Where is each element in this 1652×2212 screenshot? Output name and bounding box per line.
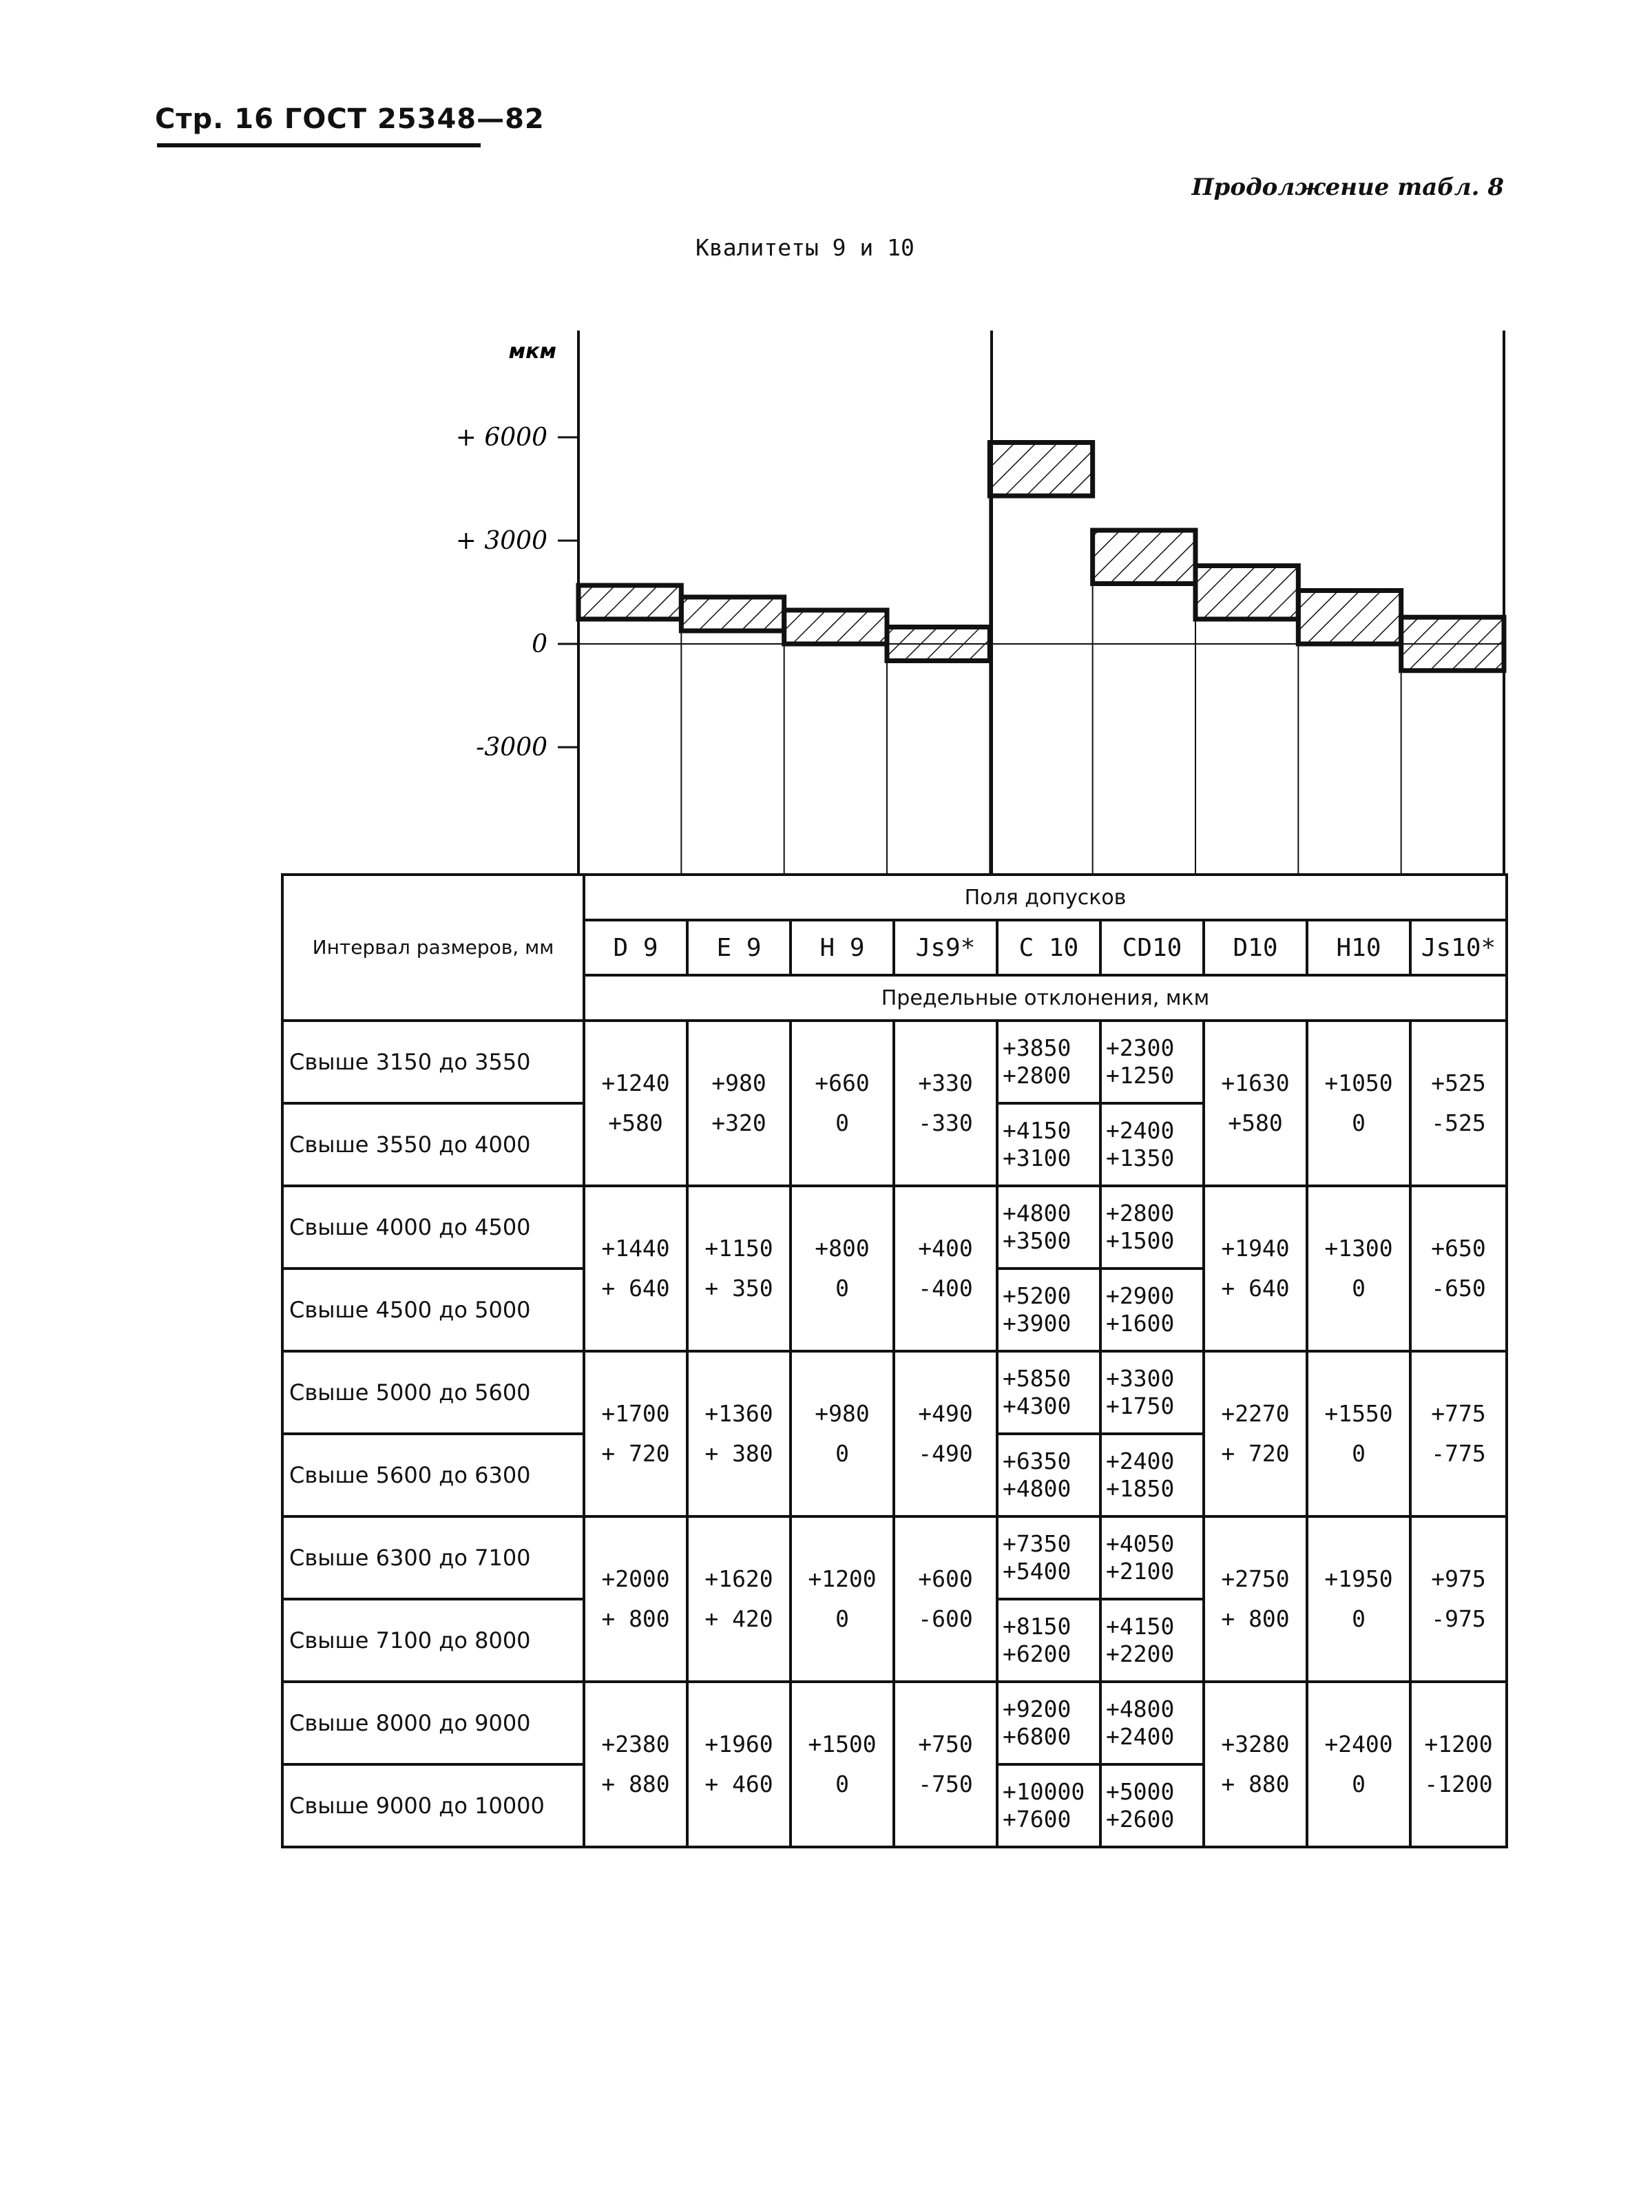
lower-deviation: + 880 bbox=[1221, 1771, 1290, 1797]
deviation-cell bbox=[894, 1186, 997, 1351]
upper-deviation: +3280 bbox=[1221, 1731, 1290, 1757]
tolerance-chart bbox=[0, 0, 1652, 881]
field-code: CD10 bbox=[1100, 920, 1204, 975]
deviation-cell bbox=[1204, 1351, 1307, 1516]
lower-deviation: + 800 bbox=[601, 1605, 670, 1632]
table-row bbox=[282, 1186, 1507, 1269]
size-interval: Свыше 6300 до 7100 bbox=[282, 1516, 584, 1599]
lower-deviation: 0 bbox=[1352, 1275, 1366, 1302]
tolerance-bar-h9 bbox=[784, 610, 887, 644]
deviation-cell bbox=[1307, 1516, 1410, 1682]
lower-deviation: + 800 bbox=[1221, 1605, 1290, 1632]
upper-deviation: +1950 bbox=[1324, 1565, 1393, 1592]
sub-range-deviation bbox=[1102, 1598, 1202, 1680]
chart-subtitle: Квалитеты 9 и 10 bbox=[696, 234, 914, 261]
sub-range-deviation bbox=[1102, 1022, 1202, 1102]
table-row bbox=[282, 1682, 1507, 1764]
deviation-cell bbox=[1307, 1682, 1410, 1847]
deviation-value: +8150 bbox=[1003, 1613, 1071, 1640]
deviation-cell bbox=[894, 1682, 997, 1847]
sub-range-deviation bbox=[1102, 1267, 1202, 1350]
upper-deviation: +2000 bbox=[601, 1565, 670, 1592]
deviation-cell bbox=[687, 1516, 791, 1682]
lower-deviation: 0 bbox=[835, 1275, 849, 1302]
lower-deviation: -975 bbox=[1431, 1605, 1486, 1632]
deviation-value: +2100 bbox=[1106, 1558, 1175, 1585]
lower-deviation: 0 bbox=[1352, 1605, 1366, 1632]
deviation-cell bbox=[584, 1186, 687, 1351]
deviation-value: +4300 bbox=[1003, 1392, 1071, 1419]
field-code: D 9 bbox=[584, 920, 687, 975]
deviation-value: +4800 bbox=[1106, 1695, 1175, 1722]
deviation-value: +2800 bbox=[1106, 1200, 1175, 1227]
deviation-value: +3850 bbox=[1003, 1034, 1071, 1061]
upper-deviation: +1440 bbox=[601, 1235, 670, 1262]
sub-range-deviation bbox=[998, 1763, 1099, 1846]
deviation-value: +5850 bbox=[1003, 1365, 1071, 1392]
deviation-value: +9200 bbox=[1003, 1695, 1071, 1722]
deviation-value: +1250 bbox=[1106, 1062, 1175, 1089]
lower-deviation: -775 bbox=[1431, 1440, 1486, 1467]
lower-deviation: + 640 bbox=[601, 1275, 670, 1302]
sub-range-deviation bbox=[998, 1518, 1099, 1598]
cd10-cell bbox=[1100, 1516, 1204, 1682]
lower-deviation: 0 bbox=[1352, 1771, 1366, 1797]
sub-range-deviation bbox=[1102, 1187, 1202, 1267]
deviation-value: +7350 bbox=[1003, 1530, 1071, 1557]
deviation-cell bbox=[584, 1682, 687, 1847]
tolerance-bar-c10 bbox=[990, 443, 1092, 497]
lower-deviation: +580 bbox=[608, 1109, 663, 1136]
lower-deviation: -490 bbox=[918, 1440, 973, 1467]
cd10-cell bbox=[1100, 1682, 1204, 1847]
lower-deviation: 0 bbox=[835, 1109, 849, 1136]
y-tick-label: + 6000 bbox=[455, 424, 547, 452]
upper-deviation: +1360 bbox=[704, 1400, 773, 1427]
size-interval: Свыше 5000 до 5600 bbox=[282, 1351, 584, 1434]
deviation-cell bbox=[791, 1516, 894, 1682]
lower-deviation: 0 bbox=[835, 1440, 849, 1467]
sub-range-deviation bbox=[998, 1022, 1099, 1102]
deviation-cell bbox=[791, 1021, 894, 1186]
cd10-cell bbox=[1100, 1351, 1204, 1516]
deviation-cell bbox=[687, 1351, 791, 1516]
upper-deviation: +975 bbox=[1431, 1565, 1486, 1592]
lower-deviation: + 640 bbox=[1221, 1275, 1290, 1302]
upper-deviation: +750 bbox=[918, 1731, 973, 1757]
sub-range-deviation bbox=[998, 1267, 1099, 1350]
deviation-cell bbox=[584, 1021, 687, 1186]
upper-deviation: +2270 bbox=[1221, 1400, 1290, 1427]
upper-deviation: +1300 bbox=[1324, 1235, 1393, 1262]
field-code: Js10* bbox=[1410, 920, 1507, 975]
deviation-cell bbox=[1410, 1021, 1507, 1186]
upper-deviation: +1200 bbox=[1424, 1731, 1493, 1757]
size-interval: Свыше 7100 до 8000 bbox=[282, 1599, 584, 1682]
deviation-value: +1600 bbox=[1106, 1310, 1175, 1337]
size-interval: Свыше 4000 до 4500 bbox=[282, 1186, 584, 1269]
deviation-cell bbox=[687, 1682, 791, 1847]
deviation-cell bbox=[1307, 1351, 1410, 1516]
continuation-label: Продолжение табл. 8 bbox=[1191, 174, 1504, 201]
tolerance-bar-h10 bbox=[1298, 591, 1401, 645]
cd10-cell bbox=[1100, 1021, 1204, 1186]
lower-deviation: -400 bbox=[918, 1275, 973, 1302]
deviation-cell bbox=[687, 1186, 791, 1351]
lower-deviation: -330 bbox=[918, 1109, 973, 1136]
size-interval: Свыше 3150 до 3550 bbox=[282, 1021, 584, 1103]
upper-deviation: +1550 bbox=[1324, 1400, 1393, 1427]
deviations-header: Предельные отклонения, мкм bbox=[584, 975, 1507, 1021]
deviation-cell bbox=[1204, 1186, 1307, 1351]
upper-deviation: +660 bbox=[815, 1070, 870, 1096]
deviation-value: +1350 bbox=[1106, 1145, 1175, 1171]
deviation-cell bbox=[1410, 1351, 1507, 1516]
upper-deviation: +1240 bbox=[601, 1070, 670, 1096]
sub-range-deviation bbox=[1102, 1683, 1202, 1763]
deviation-cell bbox=[791, 1682, 894, 1847]
deviation-value: +4150 bbox=[1106, 1613, 1175, 1640]
deviation-cell bbox=[791, 1351, 894, 1516]
deviation-value: +2400 bbox=[1106, 1448, 1175, 1474]
deviation-cell bbox=[894, 1516, 997, 1682]
upper-deviation: +775 bbox=[1431, 1400, 1486, 1427]
deviation-cell bbox=[1410, 1516, 1507, 1682]
lower-deviation: + 460 bbox=[704, 1771, 773, 1797]
deviation-cell bbox=[584, 1516, 687, 1682]
y-tick-label: + 3000 bbox=[455, 527, 547, 555]
field-code: C 10 bbox=[997, 920, 1100, 975]
lower-deviation: + 350 bbox=[704, 1275, 773, 1302]
size-interval: Свыше 4500 до 5000 bbox=[282, 1269, 584, 1351]
sub-range-deviation bbox=[998, 1187, 1099, 1267]
deviation-value: +6800 bbox=[1003, 1723, 1071, 1750]
sub-range-deviation bbox=[998, 1102, 1099, 1185]
deviation-cell bbox=[894, 1351, 997, 1516]
deviation-value: +2300 bbox=[1106, 1034, 1175, 1061]
fields-header: Поля допусков bbox=[584, 875, 1507, 920]
deviation-value: +1500 bbox=[1106, 1227, 1175, 1254]
field-code: H10 bbox=[1307, 920, 1410, 975]
upper-deviation: +525 bbox=[1431, 1070, 1486, 1096]
c10-cell bbox=[997, 1351, 1100, 1516]
deviation-cell bbox=[1307, 1186, 1410, 1351]
lower-deviation: +580 bbox=[1228, 1109, 1283, 1136]
deviation-value: +3100 bbox=[1003, 1145, 1071, 1171]
upper-deviation: +2400 bbox=[1324, 1731, 1393, 1757]
tolerance-bar-d10 bbox=[1195, 566, 1298, 620]
sub-range-deviation bbox=[998, 1683, 1099, 1763]
upper-deviation: +650 bbox=[1431, 1235, 1486, 1262]
interval-header: Интервал размеров, мм bbox=[282, 875, 584, 1021]
lower-deviation: -600 bbox=[918, 1605, 973, 1632]
deviation-value: +5200 bbox=[1003, 1282, 1071, 1309]
deviation-cell bbox=[894, 1021, 997, 1186]
deviation-value: +2400 bbox=[1106, 1723, 1175, 1750]
deviation-value: +2800 bbox=[1003, 1062, 1071, 1089]
upper-deviation: +2750 bbox=[1221, 1565, 1290, 1592]
deviation-cell bbox=[584, 1351, 687, 1516]
lower-deviation: -1200 bbox=[1424, 1771, 1493, 1797]
sub-range-deviation bbox=[1102, 1432, 1202, 1515]
deviation-cell bbox=[1410, 1682, 1507, 1847]
lower-deviation: + 880 bbox=[601, 1771, 670, 1797]
deviation-value: +3300 bbox=[1106, 1365, 1175, 1392]
deviation-value: +6350 bbox=[1003, 1448, 1071, 1474]
c10-cell bbox=[997, 1186, 1100, 1351]
sub-range-deviation bbox=[998, 1432, 1099, 1515]
upper-deviation: +1700 bbox=[601, 1400, 670, 1427]
lower-deviation: -525 bbox=[1431, 1109, 1486, 1136]
lower-deviation: + 380 bbox=[704, 1440, 773, 1467]
upper-deviation: +1500 bbox=[808, 1731, 877, 1757]
lower-deviation: + 720 bbox=[601, 1440, 670, 1467]
tolerance-bar-d9 bbox=[578, 585, 681, 619]
deviation-cell bbox=[687, 1021, 791, 1186]
deviation-value: +2400 bbox=[1106, 1117, 1175, 1144]
y-tick-label: 0 bbox=[532, 630, 547, 658]
lower-deviation: 0 bbox=[1352, 1109, 1366, 1136]
deviation-cell bbox=[791, 1186, 894, 1351]
size-interval: Свыше 8000 до 9000 bbox=[282, 1682, 584, 1764]
upper-deviation: +1200 bbox=[808, 1565, 877, 1592]
upper-deviation: +400 bbox=[918, 1235, 973, 1262]
table-row bbox=[282, 1021, 1507, 1103]
deviation-value: +1850 bbox=[1106, 1475, 1175, 1502]
c10-cell bbox=[997, 1021, 1100, 1186]
size-interval: Свыше 5600 до 6300 bbox=[282, 1434, 584, 1516]
deviation-value: +3900 bbox=[1003, 1310, 1071, 1337]
field-code: H 9 bbox=[791, 920, 894, 975]
upper-deviation: +1150 bbox=[704, 1235, 773, 1262]
upper-deviation: +800 bbox=[815, 1235, 870, 1262]
sub-range-deviation bbox=[1102, 1353, 1202, 1432]
y-unit-label: мкм bbox=[508, 340, 556, 364]
upper-deviation: +330 bbox=[918, 1070, 973, 1096]
upper-deviation: +1630 bbox=[1221, 1070, 1290, 1096]
c10-cell bbox=[997, 1516, 1100, 1682]
deviation-cell bbox=[1410, 1186, 1507, 1351]
upper-deviation: +980 bbox=[815, 1400, 870, 1427]
page-reference: Стр. 16 ГОСТ 25348—82 bbox=[155, 103, 545, 135]
lower-deviation: + 420 bbox=[704, 1605, 773, 1632]
upper-deviation: +2380 bbox=[601, 1731, 670, 1757]
deviation-cell bbox=[1204, 1021, 1307, 1186]
deviation-cell bbox=[1307, 1021, 1410, 1186]
upper-deviation: +1050 bbox=[1324, 1070, 1393, 1096]
deviation-cell bbox=[1204, 1516, 1307, 1682]
deviation-value: +4150 bbox=[1003, 1117, 1071, 1144]
deviation-value: +1750 bbox=[1106, 1392, 1175, 1419]
sub-range-deviation bbox=[998, 1353, 1099, 1432]
cd10-cell bbox=[1100, 1186, 1204, 1351]
tolerance-bar-cd10 bbox=[1093, 530, 1195, 584]
tolerance-bar-e9 bbox=[681, 597, 784, 631]
lower-deviation: 0 bbox=[1352, 1440, 1366, 1467]
sub-range-deviation bbox=[1102, 1518, 1202, 1598]
upper-deviation: +490 bbox=[918, 1400, 973, 1427]
deviation-value: +4800 bbox=[1003, 1200, 1071, 1227]
deviation-value: +2600 bbox=[1106, 1806, 1175, 1833]
field-code: D10 bbox=[1204, 920, 1307, 975]
deviation-value: +6200 bbox=[1003, 1640, 1071, 1667]
upper-deviation: +1960 bbox=[704, 1731, 773, 1757]
lower-deviation: +320 bbox=[711, 1109, 766, 1136]
table-row bbox=[282, 1351, 1507, 1434]
upper-deviation: +1620 bbox=[704, 1565, 773, 1592]
sub-range-deviation bbox=[998, 1598, 1099, 1680]
table-row bbox=[282, 1516, 1507, 1599]
size-interval: Свыше 9000 до 10000 bbox=[282, 1764, 584, 1847]
deviation-cell bbox=[1204, 1682, 1307, 1847]
deviation-value: +3500 bbox=[1003, 1227, 1071, 1254]
c10-cell bbox=[997, 1682, 1100, 1847]
y-tick-label: -3000 bbox=[476, 733, 547, 762]
upper-deviation: +600 bbox=[918, 1565, 973, 1592]
upper-deviation: +1940 bbox=[1221, 1235, 1290, 1262]
deviation-value: +5400 bbox=[1003, 1558, 1071, 1585]
tolerance-table bbox=[281, 873, 1508, 1848]
lower-deviation: 0 bbox=[835, 1605, 849, 1632]
lower-deviation: -750 bbox=[918, 1771, 973, 1797]
deviation-value: +2200 bbox=[1106, 1640, 1175, 1667]
lower-deviation: + 720 bbox=[1221, 1440, 1290, 1467]
deviation-value: +5000 bbox=[1106, 1778, 1175, 1805]
lower-deviation: 0 bbox=[835, 1771, 849, 1797]
sub-range-deviation bbox=[1102, 1763, 1202, 1846]
lower-deviation: -650 bbox=[1431, 1275, 1486, 1302]
deviation-value: +7600 bbox=[1003, 1806, 1071, 1833]
sub-range-deviation bbox=[1102, 1102, 1202, 1185]
upper-deviation: +980 bbox=[711, 1070, 766, 1096]
size-interval: Свыше 3550 до 4000 bbox=[282, 1103, 584, 1186]
deviation-value: +4800 bbox=[1003, 1475, 1071, 1502]
deviation-value: +10000 bbox=[1003, 1778, 1085, 1805]
field-code: Js9* bbox=[894, 920, 997, 975]
deviation-value: +2900 bbox=[1106, 1282, 1175, 1309]
deviation-value: +4050 bbox=[1106, 1530, 1175, 1557]
field-code: E 9 bbox=[687, 920, 791, 975]
